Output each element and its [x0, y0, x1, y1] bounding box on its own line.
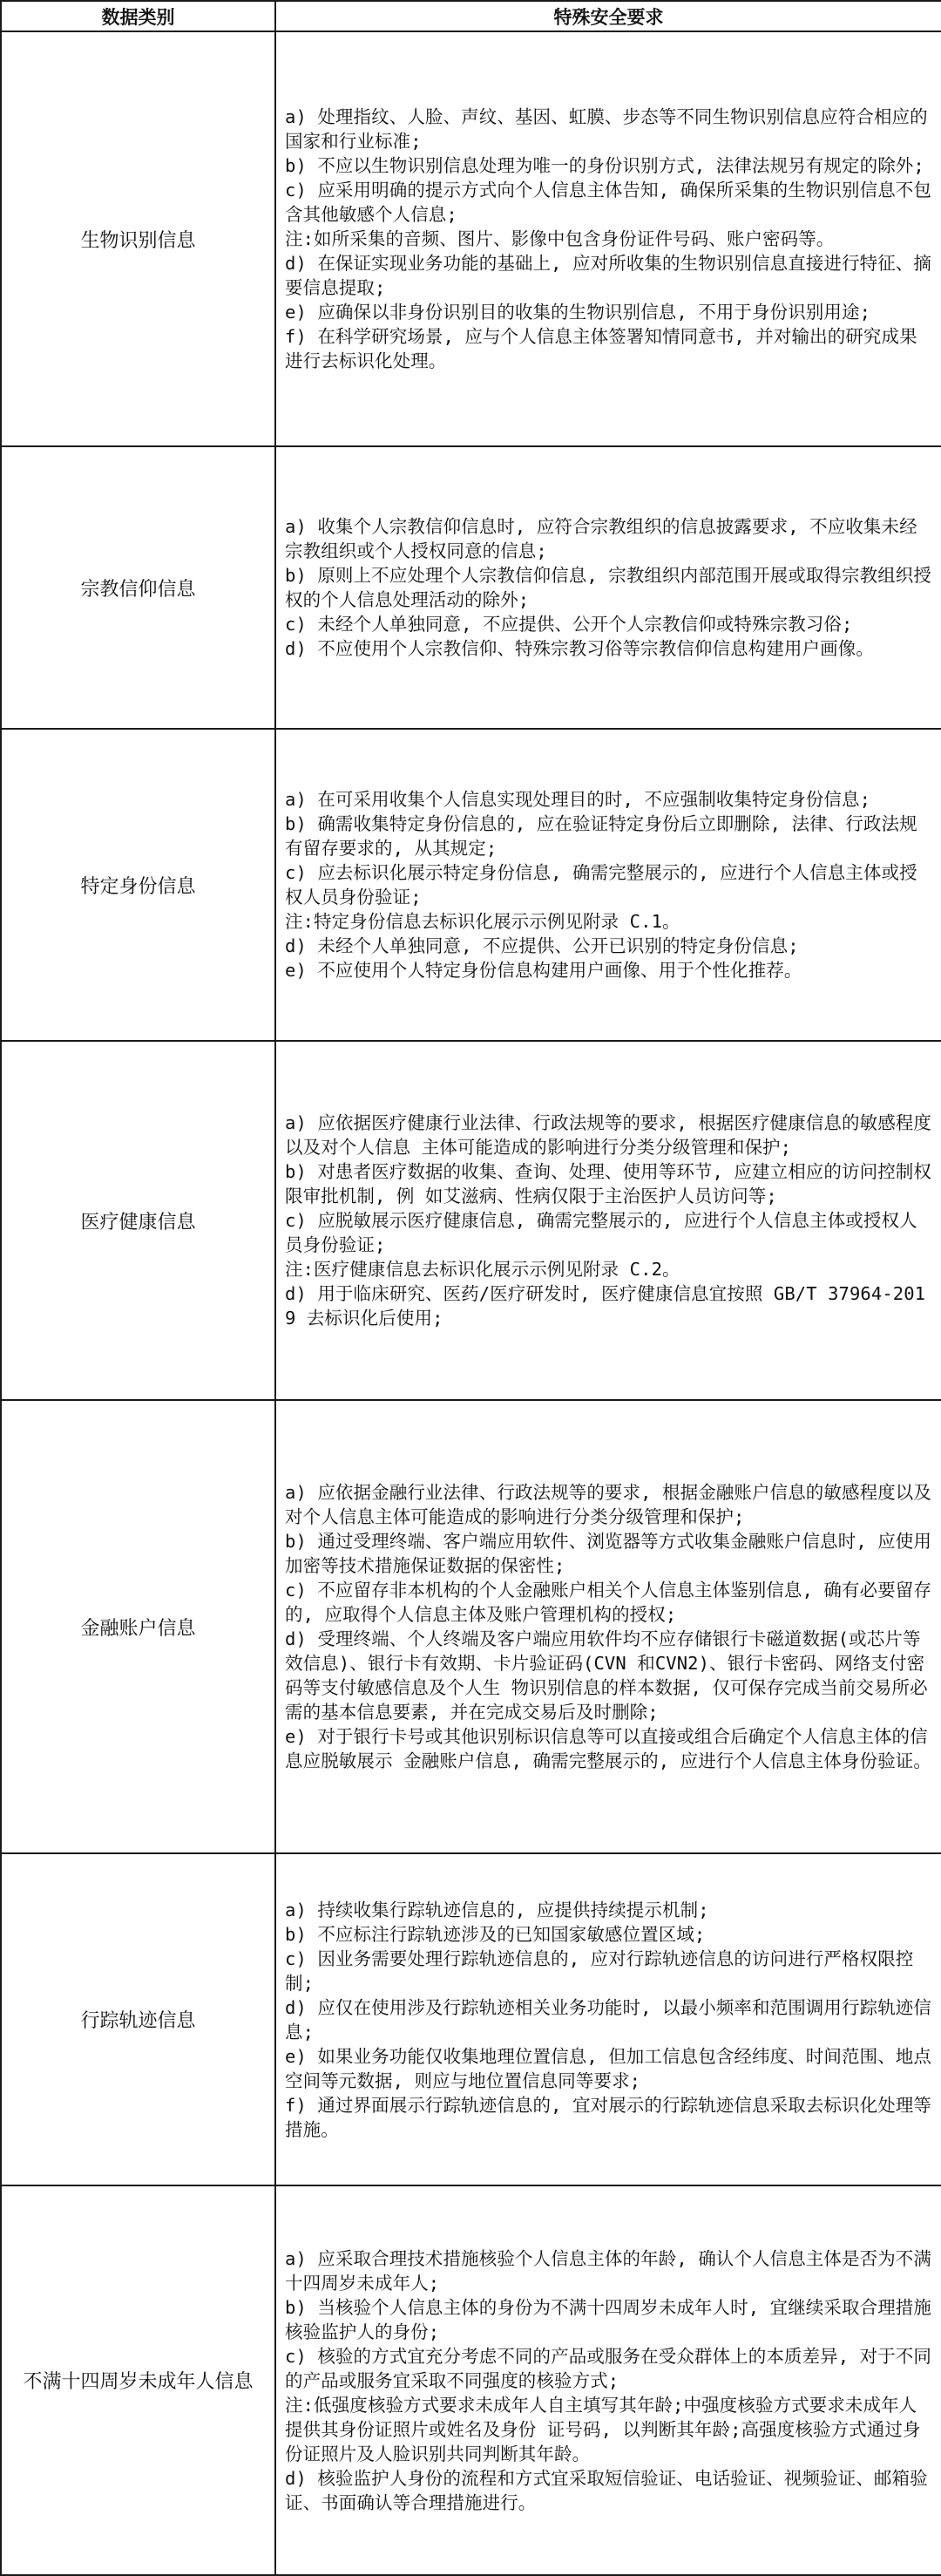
requirement-item: b) 对患者医疗数据的收集、查询、处理、使用等环节, 应建立相应的访问控制权限审批机制, 例 如艾滋病、性病仅限于主治医护人员访问等; [285, 1161, 932, 1206]
row-requirements [275, 446, 941, 729]
requirement-item: e) 应确保以非身份识别目的收集的生物识别信息, 不用于身份识别用途; [285, 302, 871, 323]
requirement-item: d) 受理终端、个人终端及客户端应用软件均不应存储银行卡磁道数据(或芯片等效信息)、银行卡有效期、卡片验证码(CVN 和CVN2)、银行卡密码、网络支付密码等支付敏感信息及个人生 物识别信息的样本数据, 仅可保存完成当前交易所必需的基本信息要素, 并在完成交易后及时删除; [285, 1628, 928, 1723]
row-requirements [275, 1041, 941, 1400]
row-requirements [275, 2185, 941, 2575]
table-row [1, 446, 941, 729]
row-requirements [275, 1400, 941, 1853]
row-category: 行踪轨迹信息 [1, 1853, 275, 2185]
requirement-item: c) 应去标识化展示特定身份信息, 确需完整展示的, 应进行个人信息主体或授权人员身份验证; [285, 862, 917, 907]
requirement-item: c) 核验的方式宜充分考虑不同的产品或服务在受众群体上的本质差异, 对于不同的产品或服务宜采取不同强度的核验方式; [285, 2345, 932, 2391]
table-row [1, 31, 941, 446]
requirement-item: a) 应依据医疗健康行业法律、行政法规等的要求, 根据医疗健康信息的敏感程度以及对个人信息 主体可能造成的影响进行分类分级管理和保护; [285, 1112, 932, 1158]
row-requirements [275, 1853, 941, 2185]
requirement-item: e) 对于银行卡号或其他识别标识信息等可以直接或组合后确定个人信息主体的信息应脱敏展示 金融账户信息, 确需完整展示的, 应进行个人信息主体身份验证。 [285, 1726, 932, 1771]
requirement-item: b) 不应标注行踪轨迹涉及的已知国家敏感位置区域; [285, 1923, 706, 1945]
table-row [1, 2185, 941, 2575]
header-row [1, 1, 941, 31]
requirement-item: c) 应采用明确的提示方式向个人信息主体告知, 确保所采集的生物识别信息不包含其他敏感个人信息; [285, 180, 932, 225]
table-row [1, 1853, 941, 2185]
row-category: 宗教信仰信息 [1, 446, 275, 729]
header-data-category: 数据类别 [1, 1, 275, 31]
requirement-item: d) 应仅在使用涉及行踪轨迹相关业务功能时, 以最小频率和范围调用行踪轨迹信息; [285, 1996, 932, 2042]
requirement-item: c) 未经个人单独同意, 不应提供、公开个人宗教信仰或特殊宗教习俗; [285, 614, 853, 635]
requirement-item: b) 原则上不应处理个人宗教信仰信息, 宗教组织内部范围开展或取得宗教组织授权的个人信息处理活动的除外; [285, 565, 932, 610]
row-category: 金融账户信息 [1, 1400, 275, 1853]
requirement-item: e) 不应使用个人特定身份信息构建用户画像、用于个性化推荐。 [285, 960, 802, 981]
requirement-item: c) 应脱敏展示医疗健康信息, 确需完整展示的, 应进行个人信息主体或授权人员身份验证; [285, 1210, 917, 1255]
row-category: 医疗健康信息 [1, 1041, 275, 1400]
requirement-item: b) 通过受理终端、客户端应用软件、浏览器等方式收集金融账户信息时, 应使用加密等技术措施保证数据的保密性; [285, 1531, 932, 1576]
requirement-item: f) 通过界面展示行踪轨迹信息的, 宜对展示的行踪轨迹信息采取去标识化处理等措施。 [285, 2094, 932, 2140]
requirement-item: 注:低强度核验方式要求未成年人自主填写其年龄;中强度核验方式要求未成年人提供其身份证照片或姓名及身份 证号码, 以判断其年龄;高强度核验方式通过身份证照片及人脸识别共同判断其年龄。 [285, 2394, 921, 2464]
requirement-item: 注:特定身份信息去标识化展示示例见附录 C.1。 [285, 911, 680, 932]
row-category: 特定身份信息 [1, 729, 275, 1041]
requirement-item: e) 如果业务功能仅收集地理位置信息, 但加工信息包含经纬度、时间范围、地点空间等元数据, 则应与地位置信息同等要求; [285, 2045, 932, 2091]
requirement-item: 注:医疗健康信息去标识化展示示例见附录 C.2。 [285, 1259, 680, 1280]
requirement-item: f) 在科学研究场景, 应与个人信息主体签署知情同意书, 并对输出的研究成果进行去标识化处理。 [285, 326, 917, 371]
requirement-item: a) 应依据金融行业法律、行政法规等的要求, 根据金融账户信息的敏感程度以及对个人信息主体可能造成的影响进行分类分级管理和保护; [285, 1482, 932, 1527]
requirement-item: d) 未经个人单独同意, 不应提供、公开已识别的特定身份信息; [285, 935, 799, 956]
requirement-item: 注:如所采集的音频、图片、影像中包含身份证件号码、账户密码等。 [285, 228, 835, 249]
table-row [1, 729, 941, 1041]
row-requirements [275, 729, 941, 1041]
requirement-item: b) 确需收集特定身份信息的, 应在验证特定身份后立即删除, 法律、行政法规有留存要求的, 从其规定; [285, 813, 917, 859]
requirement-item: d) 用于临床研究、医药/医疗研发时, 医疗健康信息宜按照 GB/T 37964-2019 去标识化后使用; [285, 1283, 926, 1329]
requirement-item: a) 应采取合理技术措施核验个人信息主体的年龄, 确认个人信息主体是否为不满十四周岁未成年人; [285, 2247, 932, 2294]
row-requirements [275, 31, 941, 446]
requirement-item: c) 因业务需要处理行踪轨迹信息的, 应对行踪轨迹信息的访问进行严格权限控制; [285, 1947, 914, 1994]
requirement-item: a) 持续收集行踪轨迹信息的, 应提供持续提示机制; [285, 1899, 709, 1920]
requirement-item: d) 在保证实现业务功能的基础上, 应对所收集的生物识别信息直接进行特征、摘要信息提取; [285, 253, 932, 298]
requirement-item: a) 在可采用收集个人信息实现处理目的时, 不应强制收集特定身份信息; [285, 789, 871, 810]
header-special-requirements: 特殊安全要求 [275, 1, 941, 31]
table-header [1, 1, 941, 31]
row-category: 生物识别信息 [1, 31, 275, 446]
requirement-item: d) 不应使用个人宗教信仰、特殊宗教习俗等宗教信仰信息构建用户画像。 [285, 638, 874, 659]
requirement-item: d) 核验监护人身份的流程和方式宜采取短信验证、电话验证、视频验证、邮箱验证、书面确认等合理措施进行。 [285, 2467, 928, 2513]
requirement-item: a) 处理指纹、人脸、声纹、基因、虹膜、步态等不同生物识别信息应符合相应的国家和行业标准; [285, 106, 928, 152]
table-row [1, 1041, 941, 1400]
requirement-item: b) 不应以生物识别信息处理为唯一的身份识别方式, 法律法规另有规定的除外; [285, 155, 924, 176]
table-row [1, 1400, 941, 1853]
requirement-item: c) 不应留存非本机构的个人金融账户相关个人信息主体鉴别信息, 确有必要留存的, 应取得个人信息主体及账户管理机构的授权; [285, 1580, 932, 1625]
requirement-item: b) 当核验个人信息主体的身份为不满十四周岁未成年人时, 宜继续采取合理措施核验监护人的身份; [285, 2296, 932, 2342]
row-category: 不满十四周岁未成年人信息 [1, 2185, 275, 2575]
table-body [1, 31, 941, 2575]
requirement-item: a) 收集个人宗教信仰信息时, 应符合宗教组织的信息披露要求, 不应收集未经宗教组织或个人授权同意的信息; [285, 516, 917, 561]
